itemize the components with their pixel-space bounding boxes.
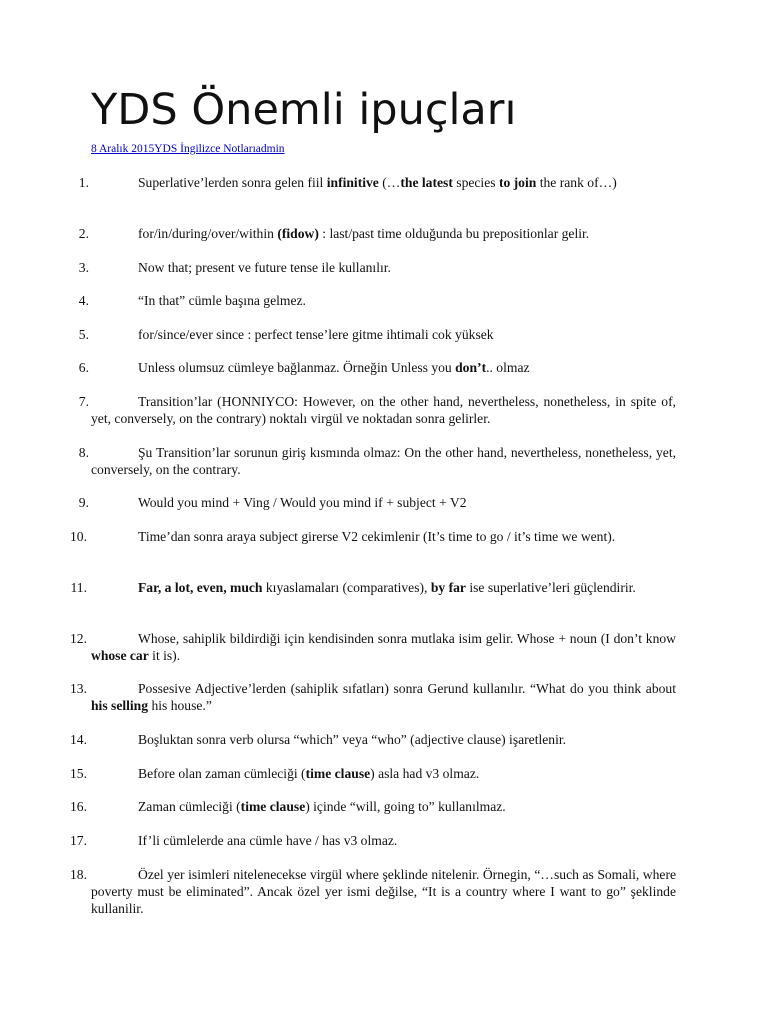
list-item-5: 5. for/since/ever since : perfect tense’lere gitme ihtimali cok yüksek bbox=[91, 326, 676, 343]
item-number: 3. bbox=[78, 260, 89, 275]
item-number: 17. bbox=[70, 833, 87, 848]
list-item-1: 1. Superlative’lerden sonra gelen fiil infinitive (…the latest species to join the rank of…) bbox=[91, 174, 676, 191]
list-item-11: 11. Far, a lot, even, much kıyaslamaları (comparatives), by far ise superlative’leri güçlendirir. bbox=[91, 579, 676, 596]
list-item-16: 16. Zaman cümleciği (time clause) içinde “will, going to” kullanılmaz. bbox=[91, 798, 676, 815]
item-number: 13. bbox=[70, 681, 87, 696]
list-item-2: 2. for/in/during/over/within (fidow) : last/past time olduğunda bu prepositionlar gelir. bbox=[91, 225, 676, 242]
list-item-17: 17. If’li cümlelerde ana cümle have / has v3 olmaz. bbox=[91, 832, 676, 849]
item-number: 6. bbox=[78, 360, 89, 375]
item-number: 11. bbox=[70, 580, 87, 595]
item-number: 15. bbox=[70, 766, 87, 781]
list-item-18: 18. Özel yer isimleri nitelenecekse virgül where şeklinde nitelenir. Örnegin, “…such as Somali, where poverty must be eliminated”. Ancak özel yer ismi değilse, “It is a country where I want to go” şeklinde kullanilir. bbox=[91, 866, 676, 917]
item-number: 9. bbox=[78, 495, 89, 510]
item-number: 14. bbox=[70, 732, 87, 747]
item-number: 4. bbox=[78, 293, 89, 308]
item-number: 7. bbox=[78, 394, 89, 409]
list-item-8: 8. Şu Transition’lar sorunun giriş kısmında olmaz: On the other hand, nevertheless, nonetheless, yet, conversely, on the contrary. bbox=[91, 444, 676, 478]
item-number: 1. bbox=[78, 175, 89, 190]
item-number: 10. bbox=[70, 529, 87, 544]
post-meta-link[interactable]: 8 Aralık 2015YDS İngilizce Notlarıadmin bbox=[91, 143, 285, 155]
item-number: 2. bbox=[78, 226, 89, 241]
item-number: 16. bbox=[70, 799, 87, 814]
list-item-12: 12. Whose, sahiplik bildirdiği için kendisinden sonra mutlaka isim gelir. Whose + noun (I don’t know whose car it is). bbox=[91, 630, 676, 664]
item-number: 12. bbox=[70, 631, 87, 646]
list-item-3: 3. Now that; present ve future tense ile kullanılır. bbox=[91, 259, 676, 276]
list-item-14: 14. Boşluktan sonra verb olursa “which” veya “who” (adjective clause) işaretlenir. bbox=[91, 731, 676, 748]
item-number: 8. bbox=[78, 445, 89, 460]
list-item-7: 7. Transition’lar (HONNIYCO: However, on the other hand, nevertheless, nonetheless, in spite of, yet, conversely, on the contrary) noktalı virgül ve noktadan sonra gelirler. bbox=[91, 393, 676, 427]
item-number: 5. bbox=[78, 327, 89, 342]
list-item-9: 9. Would you mind + Ving / Would you mind if + subject + V2 bbox=[91, 494, 676, 511]
item-number: 18. bbox=[70, 867, 87, 882]
list-item-13: 13. Possesive Adjective’lerden (sahiplik sıfatları) sonra Gerund kullanılır. “What do you think about his selling his house.” bbox=[91, 680, 676, 714]
list-item-6: 6. Unless olumsuz cümleye bağlanmaz. Örneğin Unless you don’t.. olmaz bbox=[91, 359, 676, 376]
page-title: YDS Önemli ipuçları bbox=[91, 85, 517, 135]
list-item-4: 4. “In that” cümle başına gelmez. bbox=[91, 292, 676, 309]
list-item-15: 15. Before olan zaman cümleciği (time clause) asla had v3 olmaz. bbox=[91, 765, 676, 782]
list-item-10: 10. Time’dan sonra araya subject girerse V2 cekimlenir (It’s time to go / it’s time we went). bbox=[91, 528, 676, 545]
